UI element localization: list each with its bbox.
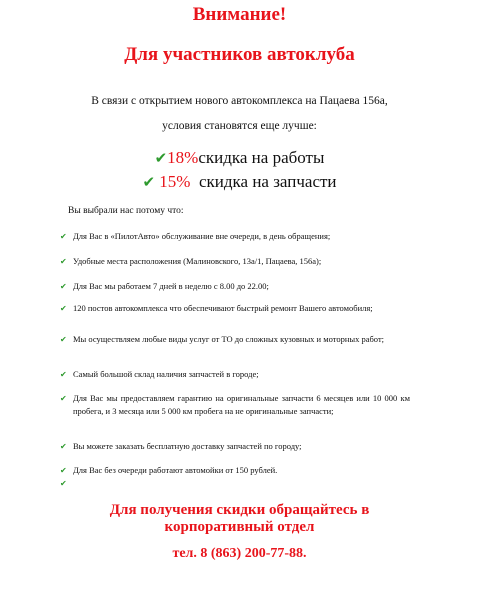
list-item (60, 464, 410, 477)
check-icon: ✔ (60, 479, 67, 488)
check-icon: ✔ (60, 466, 67, 475)
list-item (60, 302, 410, 315)
discount-label: скидка на работы (198, 148, 325, 167)
list-item-text: Для Вас без очереди работают автомойки от 150 рублей. (73, 465, 278, 475)
cta-line-2: корпоративный отдел (164, 519, 315, 535)
check-icon: ✔ (60, 370, 67, 379)
list-item-text: Для Вас мы предоставляем гарантию на оригинальные запчасти 6 месяцев или 10 000 км пробега, и 3 месяца или 5 000 км пробега на не оригинальные запчасти; (73, 393, 410, 416)
list-item (60, 392, 410, 418)
check-icon: ✔ (60, 282, 67, 291)
list-item-text: Вы можете заказать бесплатную доставку запчастей по городу; (73, 441, 302, 451)
cta-line-1: Для получения скидки обращайтесь в (109, 502, 370, 518)
list-item (60, 440, 410, 453)
intro-line-1: В связи с открытием нового автокомплекса на Пацаева 156а, (91, 95, 388, 107)
list-item-text: Удобные места расположения (Малиновского, 13а/1, Пацаева, 156а); (73, 256, 322, 266)
list-item-text: 120 постов автокомплекса что обеспечивают быстрый ремонт Вашего автомобиля; (73, 303, 373, 313)
check-icon: ✔ (60, 304, 67, 313)
check-icon: ✔ (154, 149, 168, 167)
list-item (60, 280, 410, 293)
list-item-text: Мы осуществляем любые виды услуг от ТО до сложных кузовных и моторных работ; (73, 334, 385, 344)
list-item (60, 230, 410, 243)
intro-line-2: условия становятся еще лучше: (162, 120, 317, 132)
reasons-lead: Вы выбрали нас потому что: (68, 206, 184, 216)
page-title: Внимание! (192, 4, 287, 25)
page-subtitle: Для участников автоклуба (124, 44, 355, 65)
list-item-text: Для Вас мы работаем 7 дней в неделю с 8.00 до 22.00; (73, 281, 269, 291)
check-icon: ✔ (60, 257, 67, 266)
discount-works (0, 148, 479, 168)
discount-label: скидка на запчасти (198, 172, 337, 191)
list-item-text: Самый большой склад наличия запчастей в городе; (73, 369, 259, 379)
discount-percent: 15% (159, 172, 191, 191)
discount-percent: 18% (167, 148, 199, 167)
list-item (60, 255, 410, 268)
check-icon: ✔ (142, 173, 156, 191)
phone-number: тел. 8 (863) 200-77-88. (172, 546, 307, 561)
check-icon: ✔ (60, 335, 67, 344)
list-item (60, 368, 410, 381)
check-icon: ✔ (60, 394, 67, 403)
discount-parts (0, 172, 479, 192)
check-icon: ✔ (60, 232, 67, 241)
list-item (60, 333, 410, 346)
check-icon: ✔ (60, 442, 67, 451)
list-item-text: Для Вас в «ПилотАвто» обслуживание вне очереди, в день обращения; (73, 231, 331, 241)
